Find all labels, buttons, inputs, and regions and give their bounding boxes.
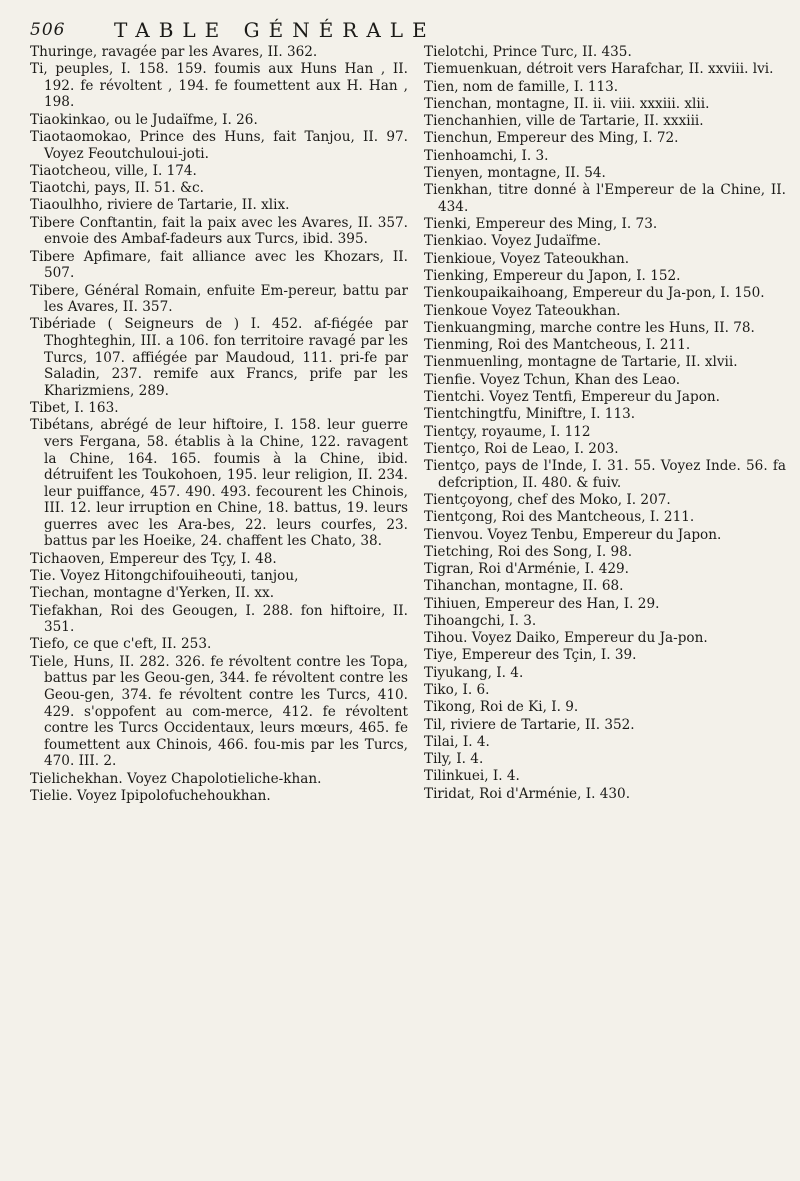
index-entry: Tientço, pays de l'Inde, I. 31. 55. Voyez Inde. 56. fa defcription, II. 480. & fuiv.: [424, 458, 786, 491]
index-entry: Tigran, Roi d'Arménie, I. 429.: [424, 561, 629, 578]
index-entry: Tienvou. Voyez Tenbu, Empereur du Japon.: [424, 526, 722, 543]
index-entry: Til, riviere de Tartarie, II. 352.: [424, 716, 635, 733]
index-entry: Tibere Conftantin, fait la paix avec les Avares, II. 357. envoie des Ambaf-fadeurs aux Turcs, ibid. 395.: [30, 214, 408, 248]
index-entry: Tiaokinkao, ou le Judaïfme, I. 26.: [30, 111, 258, 128]
index-entry: Tihiuen, Empereur des Han, I. 29.: [424, 595, 660, 612]
index-entry: Tiko, I. 6.: [424, 682, 490, 699]
index-entry: Tienkoue Voyez Tateoukhan.: [424, 302, 621, 319]
index-entry: Tikong, Roi de Ki, I. 9.: [424, 699, 579, 716]
index-entry: Tienchan, montagne, II. ii. viii. xxxiii. xlii.: [424, 95, 710, 112]
index-entry: Tientchingtfu, Miniftre, I. 113.: [424, 406, 636, 423]
index-entry: Tiyukang, I. 4.: [424, 664, 524, 681]
index-entry: Tiefo, ce que c'eft, II. 253.: [30, 636, 212, 653]
index-entry: Tientço, Roi de Leao, I. 203.: [424, 440, 619, 457]
index-entry: Tiaotcheou, ville, I. 174.: [30, 162, 197, 179]
index-entry: Tibériade ( Seigneurs de ) I. 452. af-fiégée par Thoghteghin, III. a 106. fon territoire ravagé par les Turcs, 107. affiégée par Maudoud, 111. pri-fe par Saladin, 237. remife aux Francs, prife par les Kharizmiens, 289.: [30, 316, 408, 399]
index-entry: Tienmuenling, montagne de Tartarie, II. xlvii.: [424, 354, 738, 371]
index-entry: Tibet, I. 163.: [30, 400, 119, 417]
page-header: [30, 18, 780, 44]
index-entry: Tien, nom de famille, I. 113.: [424, 78, 619, 95]
index-entry: Tiefakhan, Roi des Geougen, I. 288. fon hiftoire, II. 351.: [30, 602, 408, 636]
index-entry: Tienkiao. Voyez Judaïfme.: [424, 233, 602, 250]
index-entry: Thuringe, ravagée par les Avares, II. 362.: [30, 44, 318, 60]
index-entry: Tientçoyong, chef des Moko, I. 207.: [424, 491, 671, 508]
index-entry: Tienking, Empereur du Japon, I. 152.: [424, 267, 681, 284]
index-column-right: [424, 44, 786, 1169]
index-entry: Tibere, Général Romain, enfuite Em-pereur, battu par les Avares, II. 357.: [30, 282, 408, 316]
index-entry: Tienki, Empereur des Ming, I. 73.: [424, 216, 658, 233]
index-entry: Tietching, Roi des Song, I. 98.: [424, 543, 633, 560]
index-entry: Tihanchan, montagne, II. 68.: [424, 578, 624, 595]
index-entry: Tihou. Voyez Daiko, Empereur du Ja-pon.: [424, 630, 708, 647]
index-entry: Tienfie. Voyez Tchun, Khan des Leao.: [424, 371, 681, 388]
index-entry: Tielotchi, Prince Turc, II. 435.: [424, 44, 632, 60]
index-entry: Tiye, Empereur des Tçin, I. 39.: [424, 647, 637, 664]
index-entry: Tibere Apfimare, fait alliance avec les Khozars, II. 507.: [30, 248, 408, 282]
index-entry: Tientchi. Voyez Tentfi, Empereur du Japon.: [424, 388, 720, 405]
index-entry: Tiechan, montagne d'Yerken, II. xx.: [30, 585, 275, 602]
index-entry: Tielie. Voyez Ipipolofuchehoukhan.: [30, 787, 271, 804]
index-entry: Tily, I. 4.: [424, 751, 484, 768]
index-entry: Tichaoven, Empereur des Tçy, I. 48.: [30, 550, 277, 567]
index-entry: Tientçong, Roi des Mantcheous, I. 211.: [424, 509, 695, 526]
index-entry: Tiaoulhho, riviere de Tartarie, II. xlix.: [30, 197, 290, 214]
index-entry: Tiridat, Roi d'Arménie, I. 430.: [424, 785, 631, 802]
index-entry: Tilai, I. 4.: [424, 733, 490, 750]
index-entry: Tienkuangming, marche contre les Huns, II. 78.: [424, 319, 755, 336]
page-number: 506: [30, 20, 66, 40]
index-entry: Tienhoamchi, I. 3.: [424, 147, 549, 164]
index-entry: Ti, peuples, I. 158. 159. foumis aux Huns Han , II. 192. fe révoltent , 194. fe foumettent aux H. Han , 198.: [30, 61, 408, 111]
running-title: TABLE GÉNÉRALE: [114, 18, 436, 42]
index-entry: Tientçy, royaume, I. 112: [424, 423, 591, 440]
index-column-left: [30, 44, 408, 1169]
index-entry: Tibétans, abrégé de leur hiftoire, I. 158. leur guerre vers Fergana, 58. établis à la Chine, 122. ravagent la Chine, 164. 165. foumis à la Chine, ibid. détruifent les Toukohoen, 195. leur religion, II. 234. leur puiffance, 457. 490. 493. fecourent les Chinois, III. 12. leur irruption en Chine, 18. battus, 19. leurs guerres avec les Ara-bes, 22. leurs courfes, 23. battus par les Hoeike, 24. chaffent les Chato, 38.: [30, 417, 408, 550]
index-entry: Tienchanhien, ville de Tartarie, II. xxxiii.: [424, 113, 704, 130]
index-entry: Tie. Voyez Hitongchifouiheouti, tanjou,: [30, 568, 299, 585]
index-entry: Tienchun, Empereur des Ming, I. 72.: [424, 130, 679, 147]
index-entry: Tiele, Huns, II. 282. 326. fe révoltent contre les Topa, battus par les Geou-gen, 344. fe révoltent contre les Geou-gen, 374. fe révoltent contre les Turcs, 410. 429. s'oppofent au com-merce, 412. fe révoltent contre les Turcs Occidentaux, leurs mœurs, 465. fe foumettent aux Chinois, 466. fou-mis par les Turcs, 470. III. 2.: [30, 653, 408, 770]
index-entry: Tienming, Roi des Mantcheous, I. 211.: [424, 337, 691, 354]
index-entry: Tienkoupaikaihoang, Empereur du Ja-pon, I. 150.: [424, 285, 765, 302]
index-entry: Tiaotaomokao, Prince des Huns, fait Tanjou, II. 97. Voyez Feoutchuloui-joti.: [30, 129, 408, 162]
index-entry: Tiaotchi, pays, II. 51. &c.: [30, 180, 204, 197]
index-entry: Tilinkuei, I. 4.: [424, 768, 520, 785]
index-entry: Tihoangchi, I. 3.: [424, 612, 537, 629]
index-entry: Tienkhan, titre donné à l'Empereur de la Chine, II. 434.: [424, 182, 786, 215]
index-entry: Tienkioue, Voyez Tateoukhan.: [424, 250, 630, 267]
index-entry: Tiemuenkuan, détroit vers Harafchar, II. xxviii. lvi.: [424, 61, 774, 78]
index-entry: Tielichekhan. Voyez Chapolotieliche-khan.: [30, 770, 322, 787]
index-entry: Tienyen, montagne, II. 54.: [424, 164, 606, 181]
